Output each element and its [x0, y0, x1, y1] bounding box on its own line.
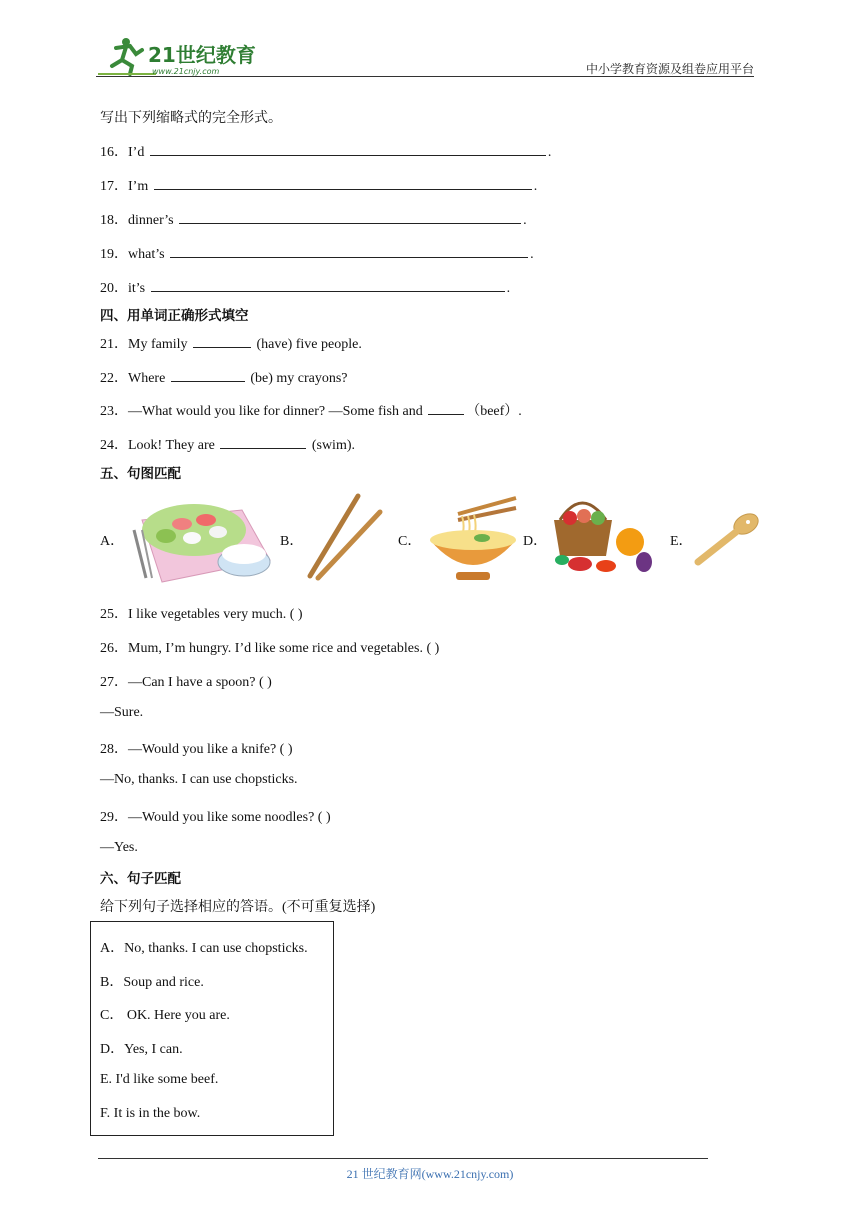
question-26: 26．Mum, I’m hungry. I’d like some rice and vegetables. ( ) [100, 641, 440, 656]
section-instruction: 写出下列缩略式的完全形式。 [100, 111, 282, 126]
section-instruction: 给下列句子选择相应的答语。(不可重复选择) [100, 900, 376, 915]
picture-label-c: C． [398, 534, 422, 549]
section-title: 四、用单词正确形式填空 [100, 308, 249, 324]
noodle-bowl-image [426, 490, 520, 586]
picture-label-d: D． [523, 534, 548, 549]
answer-line-27: —Sure. [100, 705, 144, 720]
picture-label-a: A． [100, 534, 125, 549]
option-a: A．No, thanks. I can use chopsticks. [100, 941, 308, 956]
vegetable-basket-image [550, 490, 654, 578]
chopsticks-image [300, 490, 390, 582]
site-logo [96, 36, 256, 78]
picture-label-b: B． [280, 534, 304, 549]
question-23: 23．—What would you like for dinner? —Some fish and （beef）. [100, 400, 522, 420]
footer-divider [98, 1158, 708, 1159]
answer-blank[interactable] [220, 434, 306, 449]
answer-line-28: —No, thanks. I can use chopsticks. [100, 772, 298, 787]
header-divider [96, 76, 754, 77]
salad-rice-plate-image [122, 490, 274, 586]
answer-blank[interactable] [428, 400, 464, 415]
svg-text:21世纪教育: 21世纪教育 [148, 43, 256, 67]
section-title: 六、句子匹配 [100, 871, 181, 887]
header-platform-text: 中小学教育资源及组卷应用平台 [585, 62, 754, 76]
question-22: 22．Where (be) my crayons? [100, 367, 348, 387]
answer-blank[interactable] [193, 333, 251, 348]
answer-blank[interactable] [154, 175, 532, 190]
answer-blank[interactable] [170, 243, 528, 258]
question-29: 29．—Would you like some noodles? ( ) [100, 810, 331, 825]
question-18: 18．dinner’s . [100, 209, 527, 229]
option-b: B．Soup and rice. [100, 975, 204, 990]
question-28: 28．—Would you like a knife? ( ) [100, 742, 293, 757]
answer-line-29: —Yes. [100, 840, 138, 855]
question-27: 27．—Can I have a spoon? ( ) [100, 675, 272, 690]
svg-text:www.21cnjy.com: www.21cnjy.com [152, 67, 220, 76]
question-24: 24．Look! They are (swim). [100, 434, 355, 454]
option-f: F. It is in the bow. [100, 1106, 201, 1121]
answer-blank[interactable] [171, 367, 245, 382]
answer-blank[interactable] [179, 209, 521, 224]
question-19: 19．what’s . [100, 243, 534, 263]
question-20: 20．it’s . [100, 277, 510, 297]
option-e: E. I'd like some beef. [100, 1072, 219, 1087]
section-title: 五、句图匹配 [100, 466, 181, 482]
picture-label-e: E． [670, 534, 693, 549]
option-c: C． OK. Here you are. [100, 1008, 230, 1023]
question-17: 17．I’m . [100, 175, 537, 195]
option-d: D．Yes, I can. [100, 1042, 183, 1057]
answer-blank[interactable] [150, 141, 546, 156]
question-16: 16．I’d . [100, 141, 551, 161]
question-25: 25．I like vegetables very much. ( ) [100, 607, 303, 622]
answer-blank[interactable] [151, 277, 505, 292]
footer-link[interactable]: 21 世纪教育网(www.21cnjy.com) [346, 1167, 514, 1181]
question-21: 21．My family (have) five people. [100, 333, 362, 353]
spoon-image [690, 510, 762, 570]
